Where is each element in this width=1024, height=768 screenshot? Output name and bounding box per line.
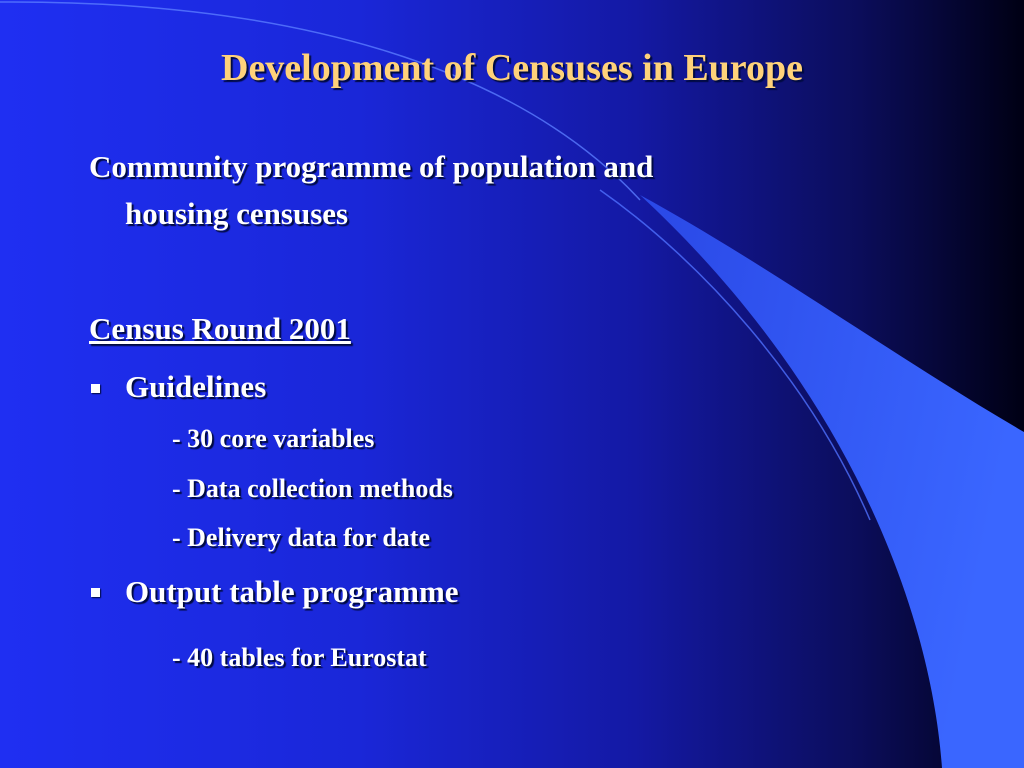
subitem-data-collection: - Data collection methods bbox=[172, 474, 453, 503]
section-heading: Census Round 2001 bbox=[89, 311, 351, 346]
subitem-eurostat-tables: - 40 tables for Eurostat bbox=[172, 643, 427, 672]
intro-text-line2: housing censuses bbox=[125, 196, 349, 231]
square-bullet-icon bbox=[91, 588, 100, 597]
square-bullet-icon bbox=[91, 384, 100, 393]
subitem-delivery-data: - Delivery data for date bbox=[172, 523, 431, 552]
bullet-guidelines: Guidelines bbox=[125, 369, 267, 404]
page-title: Development of Censuses in Europe bbox=[221, 47, 803, 89]
subitem-core-variables: - 30 core variables bbox=[172, 424, 375, 453]
intro-text-line1: Community programme of population and bbox=[89, 149, 654, 184]
bullet-output-table: Output table programme bbox=[125, 574, 459, 609]
